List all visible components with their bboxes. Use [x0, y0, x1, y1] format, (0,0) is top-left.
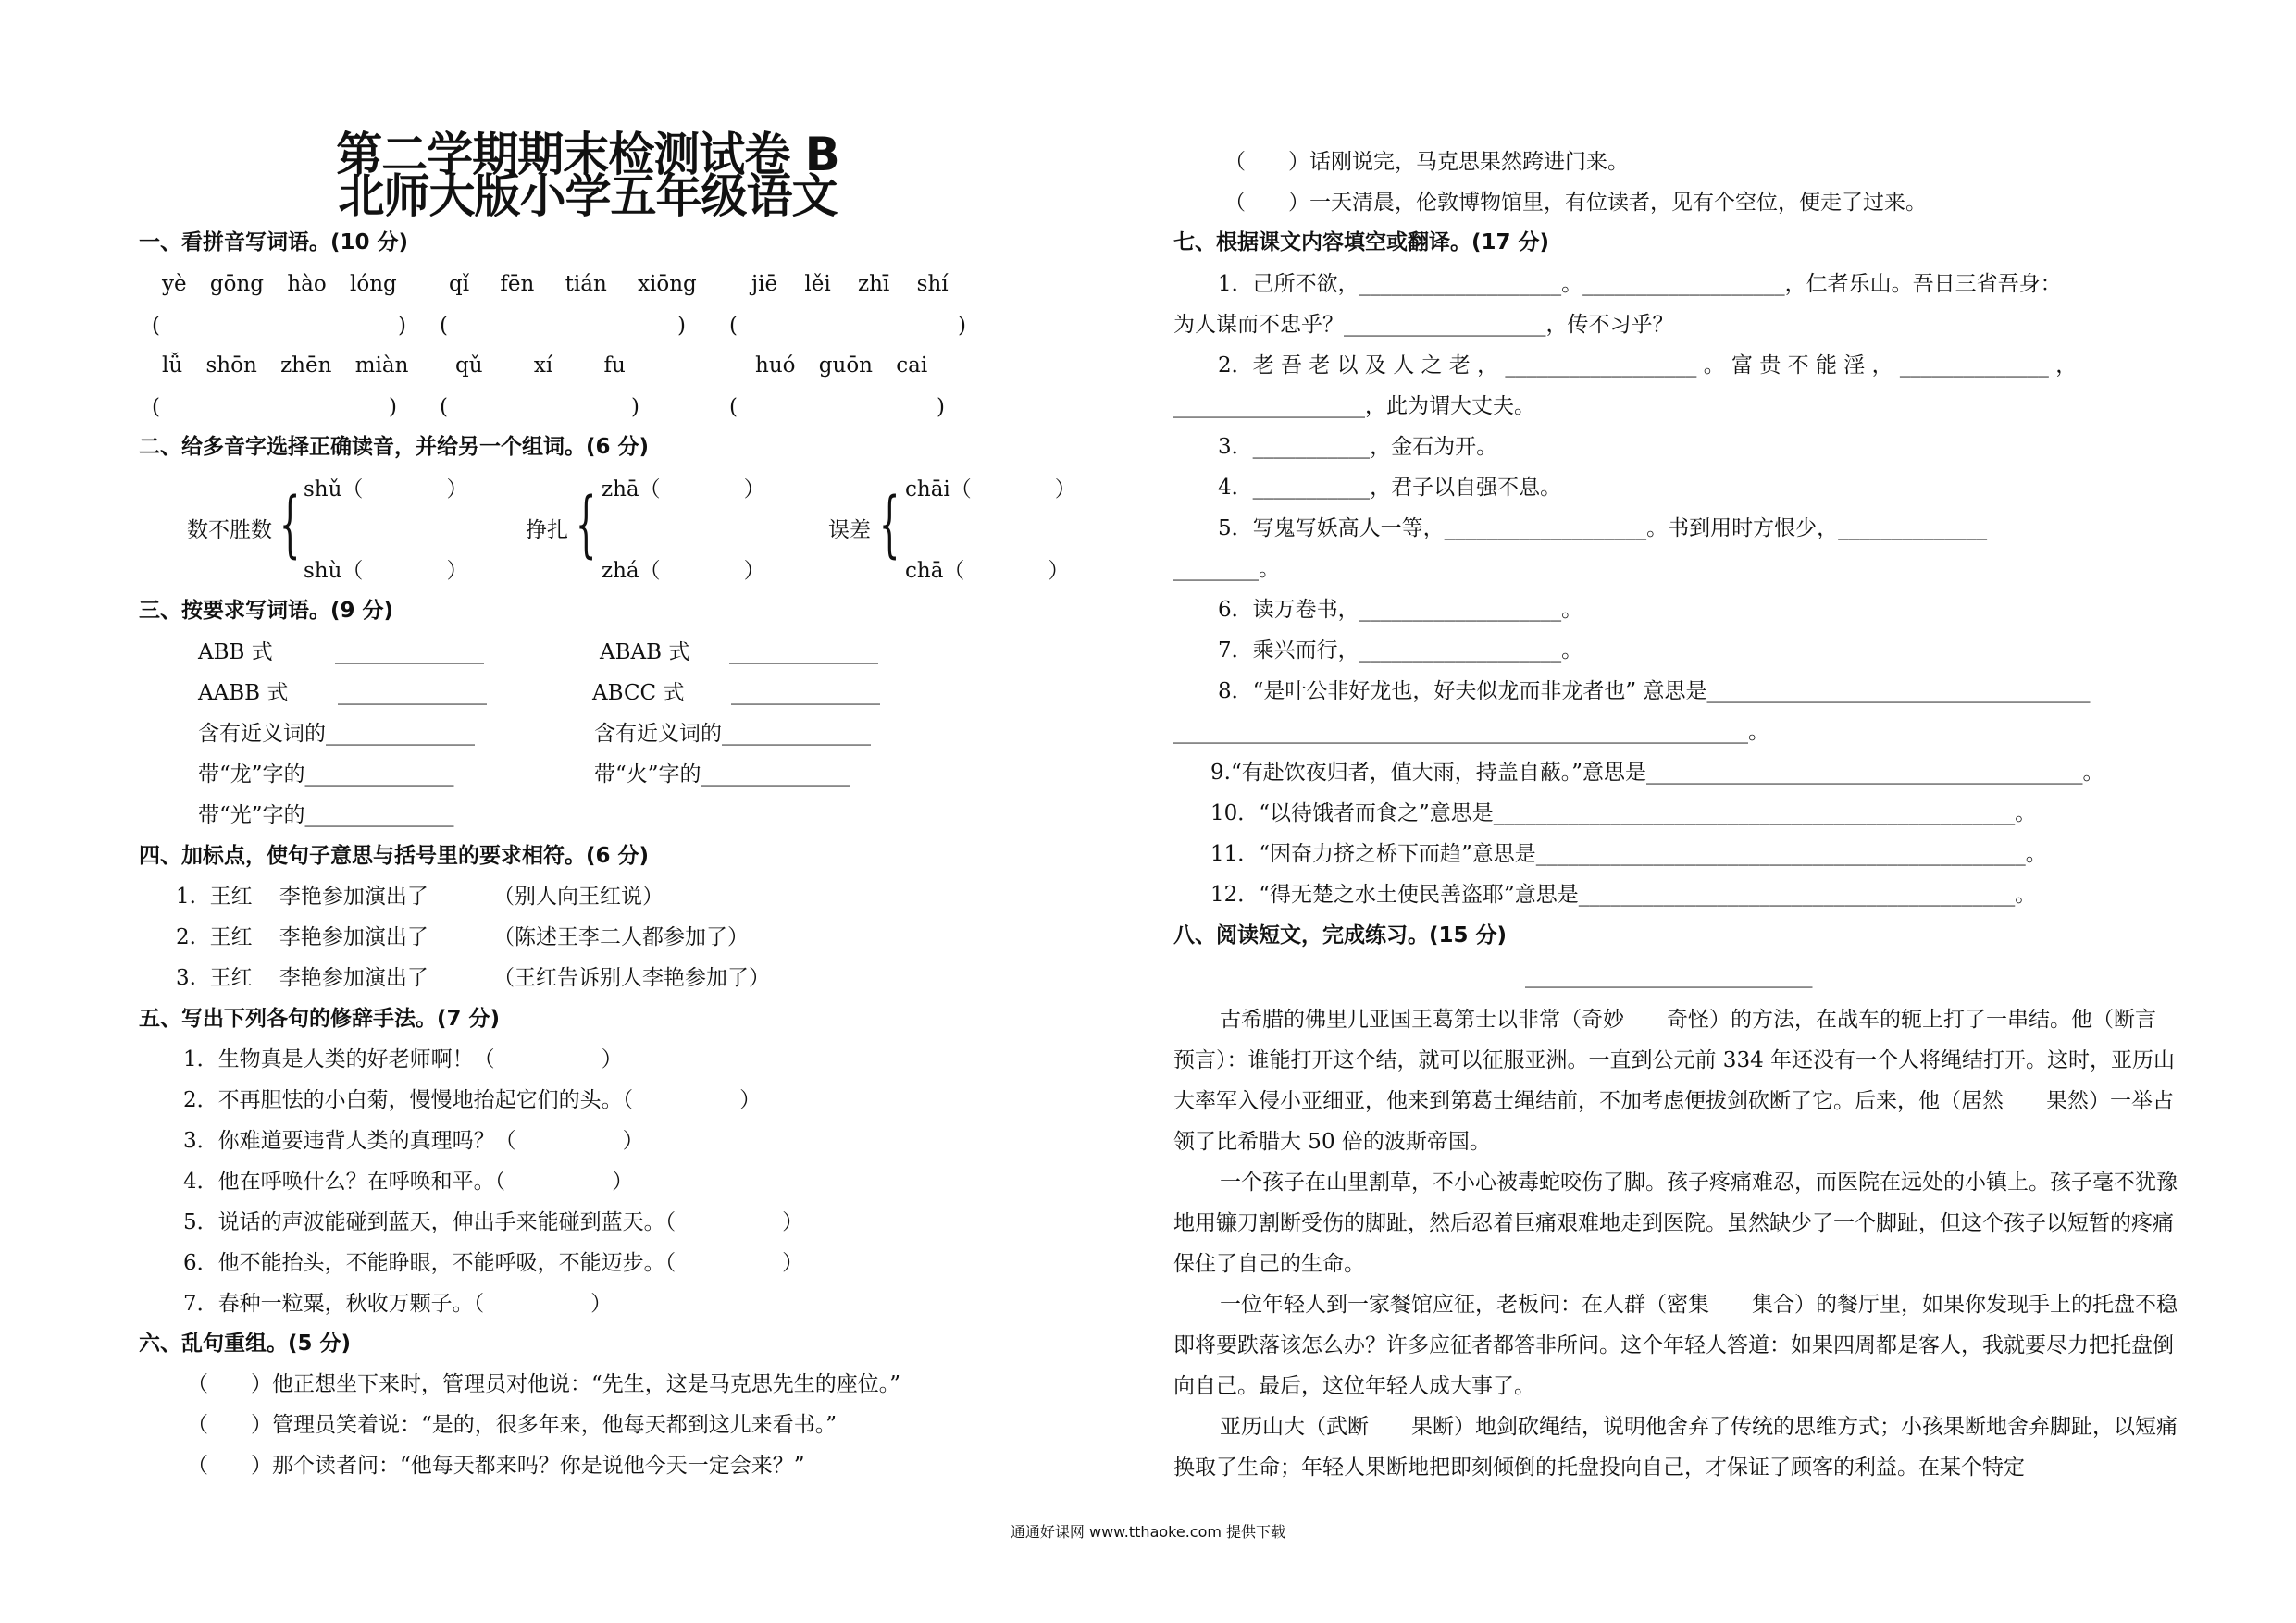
passage-paragraph: 一位年轻人到一家餐馆应征，老板问：在人群（密集 集合）的餐厅里，如果你发现手上的托盘不稳即将要跌落该怎么办？许多应征者都答非所问。这个年轻人答道：如果四周都是客人，我就要尽力把托盘倒向自己。最后，这位年轻人成大事了。: [1173, 1293, 2178, 1398]
word-pattern: 含有近义词的______________: [198, 722, 475, 746]
passage-paragraph: 古希腊的佛里几亚国王葛第士以非常（奇妙 奇怪）的方法，在战车的轭上打了一串结。他（断言 预言）：谁能打开这个结，就可以征服亚洲。一直到公元前 334 年还没有一个人将绳结打开。这时，亚历山大率军入侵小亚细亚，他来到第葛士绳结前，不加考虑便拔剑砍断了它。后来，他（居然 果然）一举占领了比希腊大 50 倍的波斯帝国。: [1173, 1008, 2199, 1154]
page-title-line1: 第二学期期末检测试卷 B: [336, 128, 839, 181]
footer-source: 通通好课网 www.tthaoke.com 提供下载: [1010, 1523, 1286, 1541]
fill-line: 1．己所不欲，___________________。___________________，仁者乐山。吾日三省吾身：: [1218, 272, 2062, 296]
fill-line: __________________，此为谓大丈夫。: [1173, 394, 1535, 418]
paren-open: (: [152, 395, 160, 419]
reading-option: shǔ（ ）: [304, 477, 468, 502]
reading-option: chāi（ ）: [905, 477, 1076, 502]
pinyin-1: yè gōng hào lóng: [162, 272, 397, 296]
fill-line: 3．___________，金石为开。: [1218, 435, 1498, 459]
fill-line: 8．“是叶公非好龙也，好夫似龙而非龙者也” 意思是____________________________________: [1218, 679, 2091, 703]
word-pattern: ABCC 式: [592, 681, 685, 705]
answer-blank: ______________: [335, 640, 484, 664]
rhetoric-item: 4．他在呼唤什么？在呼唤和平。（ ）: [183, 1170, 634, 1194]
rhetoric-item: 5．说话的声波能碰到蓝天，伸出手来能碰到蓝天。（ ）: [183, 1210, 804, 1234]
word-pattern: 带“火”字的______________: [594, 762, 850, 787]
paren-open: (: [152, 314, 160, 338]
word-pattern: ABAB 式: [600, 640, 690, 664]
section-7-heading: 七、根据课文内容填空或翻译。(17 分): [1173, 230, 1550, 254]
brace-icon: {: [879, 483, 900, 566]
word-pattern: 带“龙”字的______________: [198, 762, 454, 787]
fill-line: 6．读万卷书，___________________。: [1218, 598, 1583, 622]
section-5-heading: 五、写出下列各句的修辞手法。(7 分): [139, 1007, 501, 1031]
paren-close: ): [958, 314, 966, 338]
fill-line: 12．“得无楚之水土使民善盗耶”意思是_________________________________________。: [1210, 883, 2037, 907]
paren-close: ): [631, 395, 639, 419]
paren-open: (: [440, 395, 448, 419]
fill-line: ______________________________________________________。: [1173, 720, 1769, 744]
rhetoric-item: 1．生物真是人类的好老师啊！（ ）: [183, 1047, 623, 1072]
fill-line: 为人谋而不忠乎？___________________，传不习乎？: [1173, 313, 1674, 337]
word-pattern: ABB 式: [198, 640, 273, 664]
fill-line: 9.“有赴饮夜归者，值大雨，持盖自蔽。”意思是_________________________________________。: [1210, 761, 2104, 785]
punctuation-item: 3. 王红 李艳参加演出了: [176, 966, 428, 990]
section-8-heading: 八、阅读短文，完成练习。(15 分): [1173, 923, 1508, 948]
punctuation-requirement: （别人向王红说）: [493, 885, 664, 909]
punctuation-requirement: （陈述王李二人都参加了）: [493, 925, 749, 949]
polyphone-word: 数不胜数: [187, 518, 272, 542]
polyphone-word: 挣扎: [526, 518, 568, 542]
pinyin-2: qǐ fēn tián xiōng: [449, 272, 697, 296]
section-1-heading: 一、看拼音写词语。(10 分): [139, 230, 409, 254]
word-pattern: AABB 式: [198, 681, 289, 705]
fill-line: 10．“以待饿者而食之”意思是_________________________________________________。: [1210, 801, 2037, 825]
word-pattern: 带“光”字的______________: [198, 803, 454, 827]
paren-close: ): [398, 314, 406, 338]
page-title-line2: 北师大版小学五年级语文: [338, 169, 838, 223]
fill-line: ________。: [1173, 557, 1280, 581]
brace-icon: {: [576, 483, 597, 566]
rhetoric-item: 7．春种一粒粟，秋收万颗子。（ ）: [183, 1292, 613, 1316]
reorder-sentence: （ ）话刚说完，马克思果然跨进门来。: [1224, 150, 1629, 174]
pinyin-6: huó guōn cai: [755, 353, 928, 378]
rhetoric-item: 2．不再胆怯的小白菊，慢慢地抬起它们的头。（ ）: [183, 1088, 762, 1112]
brace-icon: {: [279, 483, 301, 566]
reorder-sentence: （ ）管理员笑着说：“是的，很多年来，他每天都到这儿来看书。”: [187, 1413, 838, 1437]
pinyin-4: lǚ shōn zhēn miàn: [162, 353, 409, 378]
reorder-sentence: （ ）一天清晨，伦敦博物馆里，有位读者，见有个空位，便走了过来。: [1224, 191, 1927, 215]
section-6-heading: 六、乱句重组。(5 分): [139, 1332, 352, 1356]
section-4-heading: 四、加标点，使句子意思与括号里的要求相符。(6 分): [139, 844, 650, 868]
pinyin-3: jiē lěi zhī shí: [751, 272, 949, 296]
punctuation-requirement: （王红告诉别人李艳参加了）: [493, 966, 770, 990]
answer-blank: ______________: [729, 640, 878, 664]
fill-line: 4．___________，君子以自强不息。: [1218, 476, 1562, 500]
reading-option: chā（ ）: [905, 559, 1070, 583]
paren-open: (: [440, 314, 448, 338]
reorder-sentence: （ ）他正想坐下来时，管理员对他说：“先生，这是马克思先生的座位。”: [187, 1372, 901, 1396]
reading-option: shù（ ）: [304, 559, 468, 583]
passage-paragraph: 亚历山大（武断 果断）地剑砍绳结，说明他舍弃了传统的思维方式；小孩果断地舍弃脚趾，以短痛换取了生命；年轻人果断地把即刻倾倒的托盘投向自己，才保证了顾客的利益。在某个特定: [1173, 1415, 2178, 1480]
pinyin-5: qǔ xí fu: [455, 353, 626, 378]
paren-close: ): [389, 395, 397, 419]
passage-title-blank: ___________________________: [1525, 964, 1813, 988]
rhetoric-item: 6．他不能抬头，不能睁眼，不能呼吸，不能迈步。（ ）: [183, 1251, 804, 1275]
section-3-heading: 三、按要求写词语。(9 分): [139, 599, 394, 623]
answer-blank: ______________: [731, 681, 880, 705]
passage-paragraph: 一个孩子在山里割草，不小心被毒蛇咬伤了脚。孩子疼痛难忍，而医院在远处的小镇上。孩子毫不犹豫地用镰刀割断受伤的脚趾，然后忍着巨痛艰难地走到医院。虽然缺少了一个脚趾，但这个孩子以短暂的疼痛保住了自己的生命。: [1173, 1171, 2178, 1276]
polyphone-word: 误差: [828, 518, 871, 542]
fill-line: 5．写鬼写妖高人一等，___________________。书到用时方恨少，______________: [1218, 516, 1988, 540]
paren-open: (: [729, 314, 738, 338]
rhetoric-item: 3．你难道要违背人类的真理吗？（ ）: [183, 1129, 644, 1153]
paren-open: (: [729, 395, 738, 419]
reading-option: zhā（ ）: [602, 477, 765, 502]
reading-option: zhá（ ）: [602, 559, 765, 583]
punctuation-item: 1. 王红 李艳参加演出了: [176, 885, 428, 909]
fill-line: 2．老 吾 老 以 及 人 之 老 ， __________________ 。 富 贵 不 能 淫 ， ______________ ，: [1218, 353, 2078, 378]
fill-line: 7．乘兴而行，___________________。: [1218, 638, 1583, 663]
section-2-heading: 二、给多音字选择正确读音，并给另一个组词。(6 分): [139, 435, 650, 459]
answer-blank: ______________: [338, 681, 487, 705]
paren-close: ): [677, 314, 686, 338]
paren-close: ): [937, 395, 945, 419]
word-pattern: 含有近义词的______________: [594, 722, 871, 746]
reorder-sentence: （ ）那个读者问：“他每天都来吗？你是说他今天一定会来？”: [187, 1454, 805, 1478]
punctuation-item: 2. 王红 李艳参加演出了: [176, 925, 428, 949]
fill-line: 11．“因奋力挤之桥下而趋”意思是______________________________________________。: [1210, 842, 2047, 866]
